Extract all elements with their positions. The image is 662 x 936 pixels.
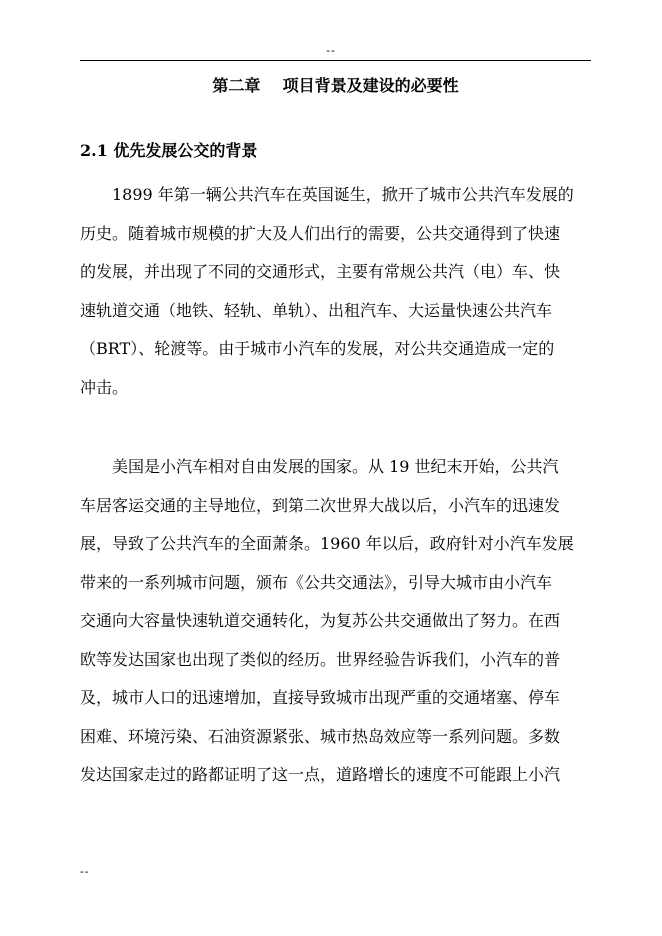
paragraph-line: 车居客运交通的主导地位，到第二次世界大战以后，小汽车的迅速发 (80, 495, 561, 515)
chapter-title: 第二章 项目背景及建设的必要性 (212, 76, 459, 95)
paragraph-line: 1899 年第一辆公共汽车在英国诞生，掀开了城市公共汽车发展的 (112, 185, 574, 204)
paragraph-line: 困难、环境污染、石油资源紧张、城市热岛效应等一系列问题。多数 (80, 726, 561, 746)
header-rule (80, 60, 591, 61)
section-heading: 2.1 优先发展公交的背景 (80, 141, 258, 160)
paragraph-line: 欧等发达国家也出现了类似的经历。世界经验告诉我们，小汽车的普 (80, 649, 561, 669)
paragraph-2 (80, 448, 591, 795)
header-mark: -- (326, 44, 336, 57)
paragraph-line: 的发展，并出现了不同的交通形式，主要有常规公共汽（电）车、快 (80, 262, 561, 281)
paragraph-line: 带来的一系列城市问题，颁布《公共交通法》，引导大城市由小汽车 (80, 572, 553, 592)
paragraph-line: 历史。随着城市规模的扩大及人们出行的需要，公共交通得到了快速 (80, 223, 561, 243)
paragraph-line: 美国是小汽车相对自由发展的国家。从 19 世纪末开始，公共汽 (112, 457, 559, 476)
paragraph-line: 速轨道交通（地铁、轻轨、单轨）、出租汽车、大运量快速公共汽车 (80, 300, 553, 320)
footer-mark: -- (80, 865, 90, 878)
paragraph-line: 交通向大容量快速轨道交通转化，为复苏公共交通做出了努力。在西 (80, 611, 561, 630)
paragraph-line: 发达国家走过的路都证明了这一点，道路增长的速度不可能跟上小汽 (80, 765, 561, 784)
paragraph-line: （BRT）、轮渡等。由于城市小汽车的发展，对公共交通造成一定的 (80, 339, 555, 358)
paragraph-line: 及，城市人口的迅速增加，直接导致城市出现严重的交通堵塞、停车 (80, 688, 561, 707)
paragraph-line: 冲击。 (80, 377, 129, 397)
paragraph-1 (80, 176, 591, 407)
paragraph-line: 展，导致了公共汽车的全面萧条。1960 年以后，政府针对小汽车发展 (80, 534, 574, 553)
